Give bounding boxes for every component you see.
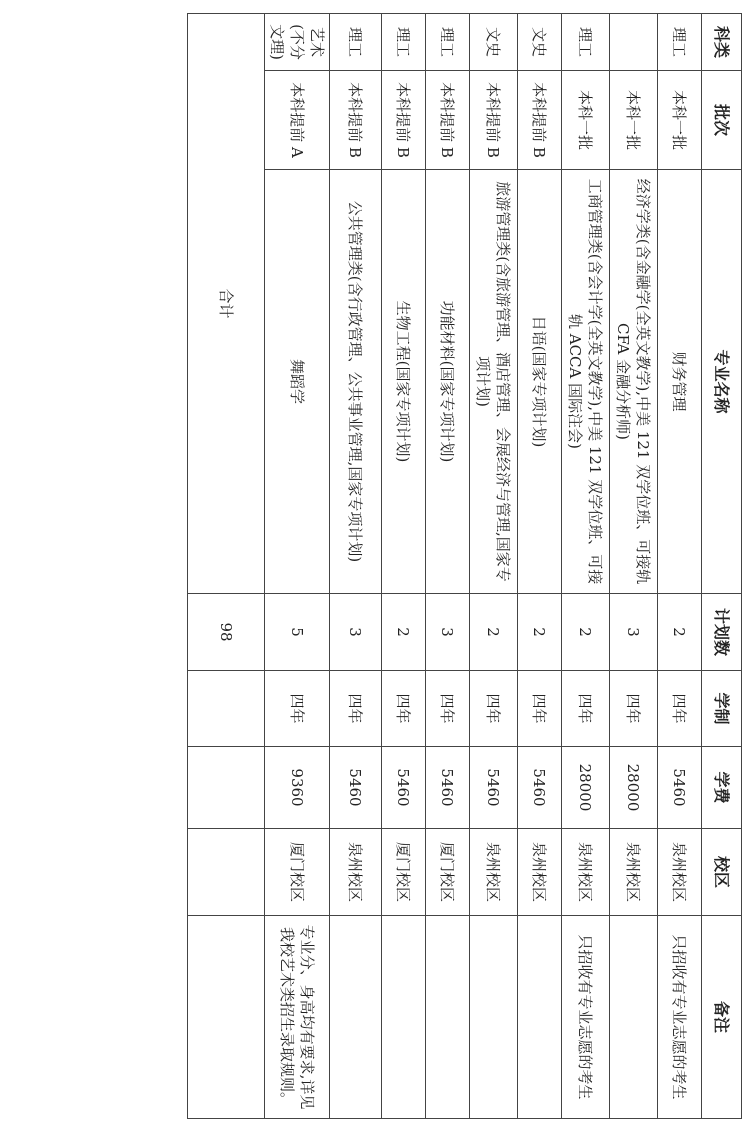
cell-plan: 3 (610, 594, 658, 671)
cell-plan: 5 (265, 594, 330, 671)
cell-category: 理工 (658, 14, 702, 71)
cell-category (610, 14, 658, 71)
total-plan: 98 (188, 594, 265, 671)
cell-batch: 本科一批 (610, 71, 658, 170)
cell-remark (330, 916, 382, 1119)
cell-duration: 四年 (518, 671, 562, 747)
cell-major: 财务管理 (658, 170, 702, 594)
cell-fee: 5460 (518, 747, 562, 829)
cell-major: 舞蹈学 (265, 170, 330, 594)
cell-remark (426, 916, 470, 1119)
cell-fee: 5460 (658, 747, 702, 829)
header-batch: 批次 (702, 71, 742, 170)
total-label: 合计 (188, 14, 265, 594)
header-major: 专业名称 (702, 170, 742, 594)
table-row (610, 14, 658, 1119)
table-row (330, 14, 382, 1119)
cell-batch: 本科提前 B (470, 71, 518, 170)
cell-fee: 28000 (562, 747, 610, 829)
cell-category: 理工 (562, 14, 610, 71)
total-duration-empty (188, 671, 265, 747)
table-row (562, 14, 610, 1119)
header-duration: 学制 (702, 671, 742, 747)
cell-campus: 泉州校区 (562, 829, 610, 916)
header-category: 科类 (702, 14, 742, 71)
table-header-row (702, 14, 742, 1119)
cell-remark: 只招收有专业志愿的考生 (658, 916, 702, 1119)
cell-campus: 泉州校区 (658, 829, 702, 916)
cell-batch: 本科提前 B (382, 71, 426, 170)
cell-duration: 四年 (562, 671, 610, 747)
cell-batch: 本科提前 B (330, 71, 382, 170)
cell-major: 日语(国家专项计划) (518, 170, 562, 594)
cell-campus: 泉州校区 (470, 829, 518, 916)
cell-fee: 5460 (382, 747, 426, 829)
cell-fee: 9360 (265, 747, 330, 829)
total-remark-empty (188, 916, 265, 1119)
cell-campus: 厦门校区 (426, 829, 470, 916)
cell-plan: 2 (470, 594, 518, 671)
cell-fee: 5460 (426, 747, 470, 829)
table-row (470, 14, 518, 1119)
cell-plan: 2 (518, 594, 562, 671)
cell-batch: 本科提前 B (426, 71, 470, 170)
cell-duration: 四年 (382, 671, 426, 747)
cell-batch: 本科一批 (658, 71, 702, 170)
header-campus: 校区 (702, 829, 742, 916)
cell-plan: 3 (426, 594, 470, 671)
cell-batch: 本科一批 (562, 71, 610, 170)
cell-major: 功能材料(国家专项计划) (426, 170, 470, 594)
cell-remark (518, 916, 562, 1119)
cell-category: 文史 (470, 14, 518, 71)
admission-plan-table (187, 13, 742, 1119)
cell-plan: 2 (382, 594, 426, 671)
table-row (265, 14, 330, 1119)
table-row (518, 14, 562, 1119)
total-campus-empty (188, 829, 265, 916)
header-fee: 学费 (702, 747, 742, 829)
cell-fee: 5460 (470, 747, 518, 829)
table-row (658, 14, 702, 1119)
cell-plan: 2 (562, 594, 610, 671)
cell-campus: 泉州校区 (330, 829, 382, 916)
cell-fee: 5460 (330, 747, 382, 829)
cell-remark: 只招收有专业志愿的考生 (562, 916, 610, 1119)
table-row (382, 14, 426, 1119)
cell-campus: 厦门校区 (382, 829, 426, 916)
cell-major: 工商管理类(含会计学(全英文教学),中美 121 双学位班、可接轨 ACCA 国际注会) (562, 170, 610, 594)
cell-remark (382, 916, 426, 1119)
cell-campus: 厦门校区 (265, 829, 330, 916)
cell-remark (470, 916, 518, 1119)
cell-fee: 28000 (610, 747, 658, 829)
cell-campus: 泉州校区 (610, 829, 658, 916)
total-row (188, 14, 265, 1119)
cell-remark (610, 916, 658, 1119)
table-row (426, 14, 470, 1119)
cell-major: 旅游管理类(含旅游管理、酒店管理、会展经济与管理,国家专项计划) (470, 170, 518, 594)
header-plan: 计划数 (702, 594, 742, 671)
cell-duration: 四年 (610, 671, 658, 747)
cell-category: 艺术(不分文理) (265, 14, 330, 71)
cell-category: 理工 (426, 14, 470, 71)
cell-duration: 四年 (426, 671, 470, 747)
cell-remark: 专业分、身高均有要求,详见我校艺术类招生录取规则。 (265, 916, 330, 1119)
cell-duration: 四年 (470, 671, 518, 747)
cell-plan: 3 (330, 594, 382, 671)
total-fee-empty (188, 747, 265, 829)
cell-plan: 2 (658, 594, 702, 671)
cell-campus: 泉州校区 (518, 829, 562, 916)
cell-category: 理工 (382, 14, 426, 71)
cell-category: 文史 (518, 14, 562, 71)
header-remark: 备注 (702, 916, 742, 1119)
cell-major: 生物工程(国家专项计划) (382, 170, 426, 594)
cell-major: 公共管理类(含行政管理、公共事业管理,国家专项计划) (330, 170, 382, 594)
cell-duration: 四年 (265, 671, 330, 747)
cell-major: 经济学类(含金融学(全英文教学),中美 121 双学位班、可接轨 CFA 金融分析师) (610, 170, 658, 594)
cell-duration: 四年 (330, 671, 382, 747)
cell-batch: 本科提前 A (265, 71, 330, 170)
cell-duration: 四年 (658, 671, 702, 747)
cell-batch: 本科提前 B (518, 71, 562, 170)
cell-category: 理工 (330, 14, 382, 71)
